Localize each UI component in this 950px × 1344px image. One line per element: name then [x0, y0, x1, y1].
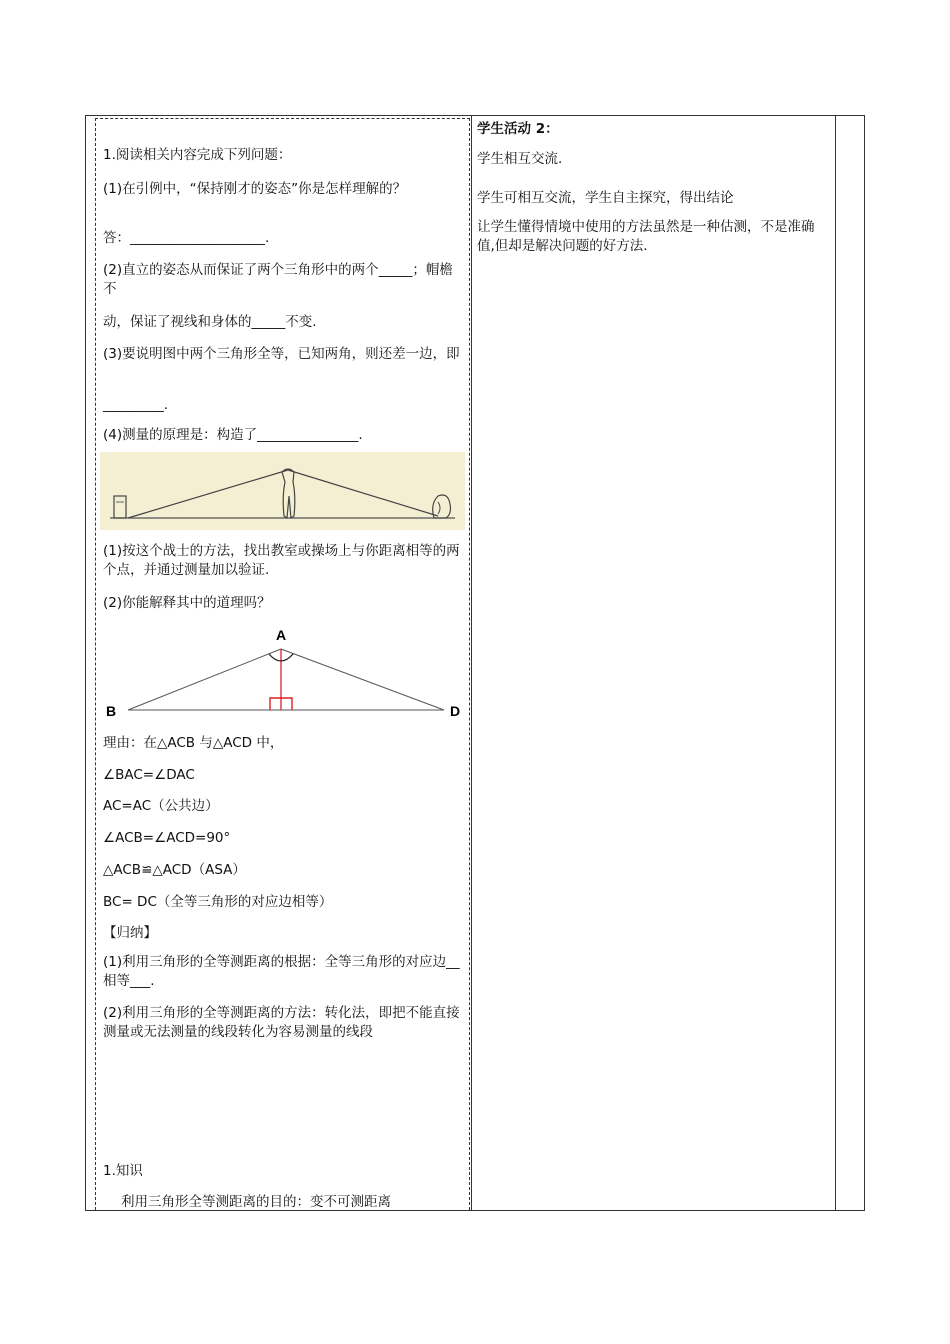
- question-3b: _________.: [103, 397, 169, 413]
- triangle-drawing: [100, 622, 466, 722]
- activity-line-2: 学生可相互交流，学生自主探究，得出结论: [477, 190, 734, 206]
- knowledge-title: 1.知识: [103, 1163, 143, 1179]
- question-1: (1)在引例中，“保持刚才的姿态”你是怎样理解的？: [103, 181, 407, 197]
- column-divider-right: [835, 116, 836, 1210]
- task-1: (1)按这个战士的方法，找出教室或操场上与你距离相等的两个点，并通过测量加以验证.: [103, 543, 460, 578]
- reason-intro: 理由：在△ACB 与△ACD 中，: [103, 735, 284, 751]
- dashed-border-left: [95, 118, 96, 1210]
- summary-2: (2)利用三角形的全等测距离的方法：转化法，即把不能直接测量或无法测量的线段转化为容易测量的线段: [103, 1005, 460, 1040]
- reason-5: BC= DC（全等三角形的对应边相等）: [103, 894, 333, 910]
- question-3a: (3)要说明图中两个三角形全等，已知两角，则还差一边，即: [103, 346, 460, 362]
- activity-heading: 学生活动 2：: [477, 121, 559, 137]
- label-d: D: [450, 703, 461, 719]
- question-4: (4)测量的原理是：构造了_______________.: [103, 427, 363, 443]
- reason-4: △ACB≌△ACD（ASA）: [103, 862, 246, 878]
- task-2: (2)你能解释其中的道理吗？: [103, 595, 271, 611]
- reason-3: ∠ACB=∠ACD=90°: [103, 830, 231, 846]
- dashed-border-top: [95, 118, 470, 119]
- summary-1: (1)利用三角形的全等测距离的根据：全等三角形的对应边__相等___.: [103, 954, 460, 989]
- activity-line-1: 学生相互交流.: [477, 151, 563, 167]
- dashed-border-right: [469, 118, 470, 1210]
- label-b: B: [106, 703, 117, 719]
- question-2a: (2)直立的姿态从而保证了两个三角形中的两个_____；帽檐不: [103, 262, 453, 297]
- knowledge-text: 利用三角形全等测距离的目的：变不可测距离: [121, 1194, 391, 1210]
- question-1-answer: 答：____________________.: [103, 230, 270, 246]
- label-a: A: [276, 627, 287, 643]
- column-divider: [471, 116, 472, 1210]
- question-2b: 动，保证了视线和身体的_____不变.: [103, 314, 317, 330]
- summary-title: 【归纳】: [103, 925, 157, 941]
- question-intro: 1.阅读相关内容完成下列问题：: [103, 147, 292, 163]
- soldier-sighting-figure: [100, 452, 465, 530]
- reason-1: ∠BAC=∠DAC: [103, 767, 195, 783]
- triangle-figure: [100, 622, 466, 722]
- reason-2: AC=AC（公共边）: [103, 798, 219, 814]
- soldier-sighting-drawing: [100, 452, 465, 530]
- activity-line-3: 让学生懂得情境中使用的方法虽然是一种估测，不是准确值,但却是解决问题的好方法.: [477, 219, 815, 254]
